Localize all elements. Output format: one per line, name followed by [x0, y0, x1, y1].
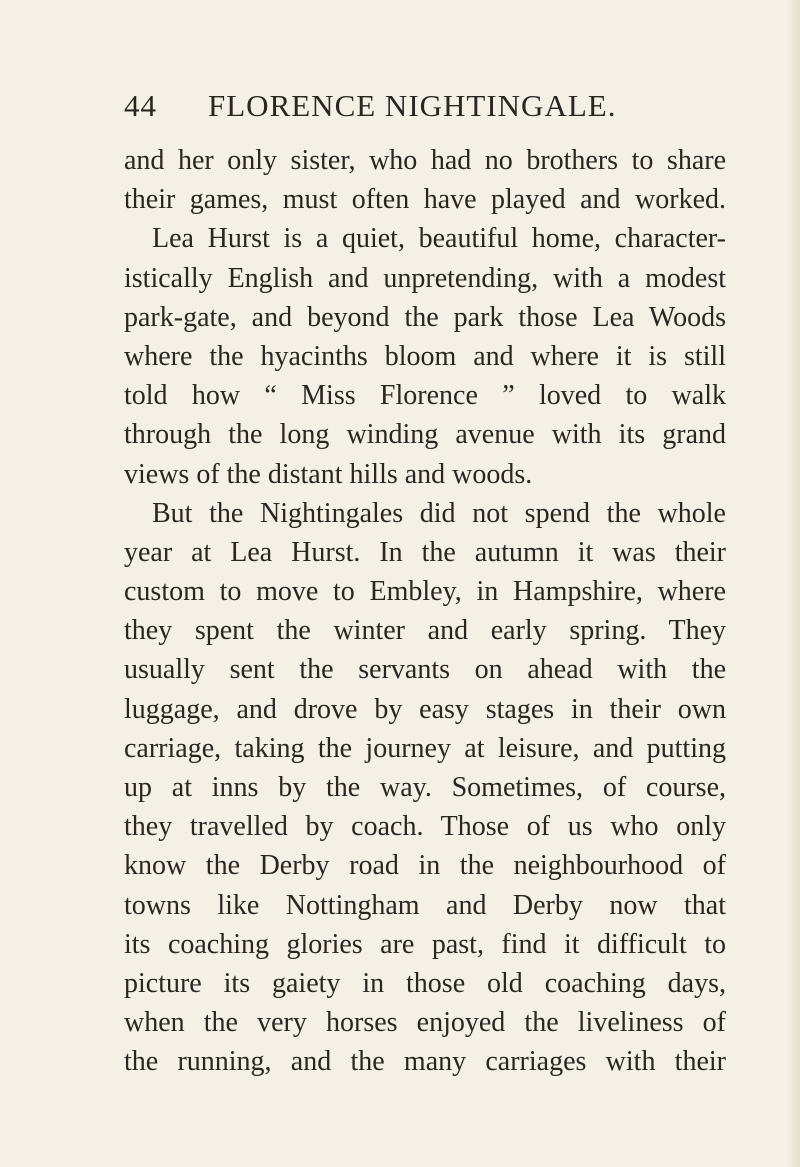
- text-line: views of the distant hills and woods.: [124, 458, 533, 490]
- text-line: luggage, and drove by easy stages in their own: [124, 693, 726, 725]
- text-line: carriage, taking the journey at leisure, and putting: [124, 732, 726, 764]
- text-line: through the long winding avenue with its grand: [124, 419, 726, 451]
- text-line: istically English and unpretending, with a modest: [124, 262, 726, 294]
- text-line: up at inns by the way. Sometimes, of course,: [124, 772, 726, 803]
- text-line: picture its gaiety in those old coaching days,: [124, 967, 726, 999]
- text-line: their games, must often have played and worked.: [124, 184, 726, 216]
- text-line: told how “ Miss Florence ” loved to walk: [124, 380, 726, 412]
- running-title: FLORENCE NIGHTINGALE.: [208, 88, 617, 123]
- text-line: when the very horses enjoyed the liveliness of: [124, 1007, 726, 1039]
- text-line: But the Nightingales did not spend the whole: [152, 497, 726, 529]
- text-line: and her only sister, who had no brothers to share: [124, 145, 726, 176]
- text-line: know the Derby road in the neighbourhood of: [124, 850, 726, 882]
- text-line: custom to move to Embley, in Hampshire, where: [124, 576, 726, 608]
- text-line: usually sent the servants on ahead with the: [124, 654, 726, 686]
- page-edge-shadow: [788, 0, 800, 1167]
- text-line: they spent the winter and early spring. They: [124, 615, 726, 647]
- text-line: they travelled by coach. Those of us who only: [124, 811, 726, 843]
- text-line: the running, and the many carriages with their: [124, 1046, 726, 1078]
- text-line: park-gate, and beyond the park those Lea Woods: [124, 301, 726, 333]
- text-line: towns like Nottingham and Derby now that: [124, 889, 726, 921]
- text-line: where the hyacinths bloom and where it is still: [124, 340, 726, 372]
- page-number: 44: [124, 88, 157, 123]
- running-head: [124, 88, 724, 128]
- text-line: year at Lea Hurst. In the autumn it was their: [124, 536, 726, 568]
- body-text: [124, 141, 726, 1082]
- text-line: its coaching glories are past, find it difficult to: [124, 928, 726, 960]
- text-line: Lea Hurst is a quiet, beautiful home, character-: [152, 223, 726, 255]
